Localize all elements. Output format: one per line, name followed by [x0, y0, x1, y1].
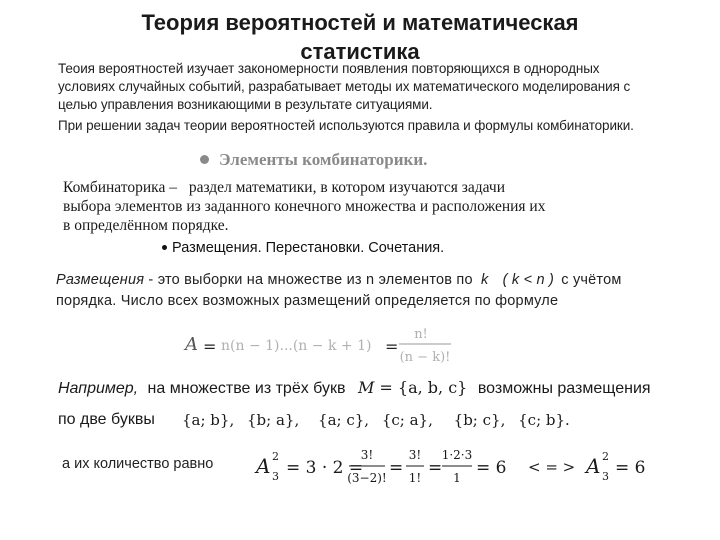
definition-term: Комбинаторика – [63, 179, 177, 196]
set-name: M [357, 378, 375, 397]
count-subscript: 3 [272, 470, 279, 483]
arrangements-line-1 [56, 270, 622, 291]
by-two-text: по две буквы [58, 411, 155, 428]
frac1-num: 3! [360, 448, 374, 462]
set-elements: = {a, b, c} [379, 378, 468, 397]
count-A-2: A [586, 454, 601, 478]
frac1-den: (3−2)! [347, 471, 387, 485]
count-superscript: 2 [272, 450, 279, 463]
intro-line-3: целью управления возникающими в результате ситуациями. [58, 97, 433, 112]
condition: ( k < n ) [502, 272, 555, 288]
frac2-den: 1! [408, 471, 422, 485]
subheading [162, 240, 444, 256]
title-line-2: статистика [300, 39, 420, 64]
count-A: A [256, 454, 271, 478]
count-superscript-2: 2 [602, 450, 609, 463]
count-rhs3: = 6 [615, 458, 646, 478]
equivalence-sign: < = > [528, 458, 576, 476]
definition-line-3: в определённом порядке. [63, 217, 229, 234]
definition-line-1 [63, 178, 505, 197]
frac3-den: 1 [453, 471, 461, 485]
arrangements-formula [183, 316, 463, 370]
arrangements-term: Размещения [56, 272, 145, 288]
combinatorics-heading-text: Элементы комбинаторики. [219, 150, 428, 169]
example-line-1 [58, 378, 651, 398]
count-rhs1: = 3 · 2 = [286, 458, 364, 478]
count-formula [252, 440, 652, 490]
formula-product: n(n − 1)...(n − k + 1) [221, 338, 372, 354]
formula-denominator: (n − k)! [399, 350, 451, 365]
intro-line-4: При решении задач теории вероятностей используются правила и формулы комбинаторики. [58, 118, 634, 133]
combinatorics-heading [200, 150, 427, 170]
example-tail: возможны размещения [477, 380, 651, 397]
count-text: а их количество равно [62, 456, 214, 472]
pair-list [182, 411, 570, 429]
definition-line-2: выбора элементов из заданного конечного множества и расположения их [63, 198, 546, 215]
arrangements-end: с учётом [561, 272, 622, 288]
page-title [0, 8, 720, 66]
subheading-text: Размещения. Перестановки. Сочетания. [172, 240, 445, 256]
bullet-icon [162, 245, 167, 250]
example-lead: Например, [58, 380, 139, 397]
pair-item: {a; c}, [318, 411, 370, 429]
example-text: на множестве из трёх букв [147, 380, 346, 397]
pair-item: {b; c}, [453, 411, 506, 429]
pair-item: {c; a}, [381, 411, 433, 429]
formula-numerator: n! [414, 327, 428, 342]
formula-eq2: = [385, 337, 399, 356]
k-variable: k [480, 272, 489, 288]
formula-eq: = [203, 337, 217, 356]
count-eq-a: = [389, 458, 404, 478]
count-subscript-2: 3 [602, 470, 609, 483]
intro-line-1: Теоия вероятностей изучает закономерности появления повторяющихся в однородных [58, 61, 600, 76]
bullet-icon [200, 155, 209, 164]
set-definition [358, 378, 467, 397]
pair-item: {a; b}, [182, 411, 235, 429]
frac2-num: 3! [408, 448, 422, 462]
arrangements-line-2: порядка. Число всех возможных размещений определяется по формуле [56, 293, 559, 309]
title-line-1: Теория вероятностей и математическая [141, 10, 579, 35]
pair-item: {b; a}, [247, 411, 300, 429]
example-line-2 [58, 411, 155, 429]
formula-lhs: A [185, 334, 198, 355]
pair-item: {c; b}. [518, 411, 570, 429]
count-eq-b: = [428, 458, 443, 478]
definition-text: раздел математики, в котором изучаются задачи [188, 179, 506, 196]
arrangements-text: - это выборки на множестве из n элементов по [144, 272, 473, 288]
count-rhs2: = 6 [476, 458, 507, 478]
intro-line-2: условиях случайных событий, разрабатывает методы их математического моделирования с [58, 79, 631, 94]
frac3-num: 1·2·3 [441, 448, 473, 462]
